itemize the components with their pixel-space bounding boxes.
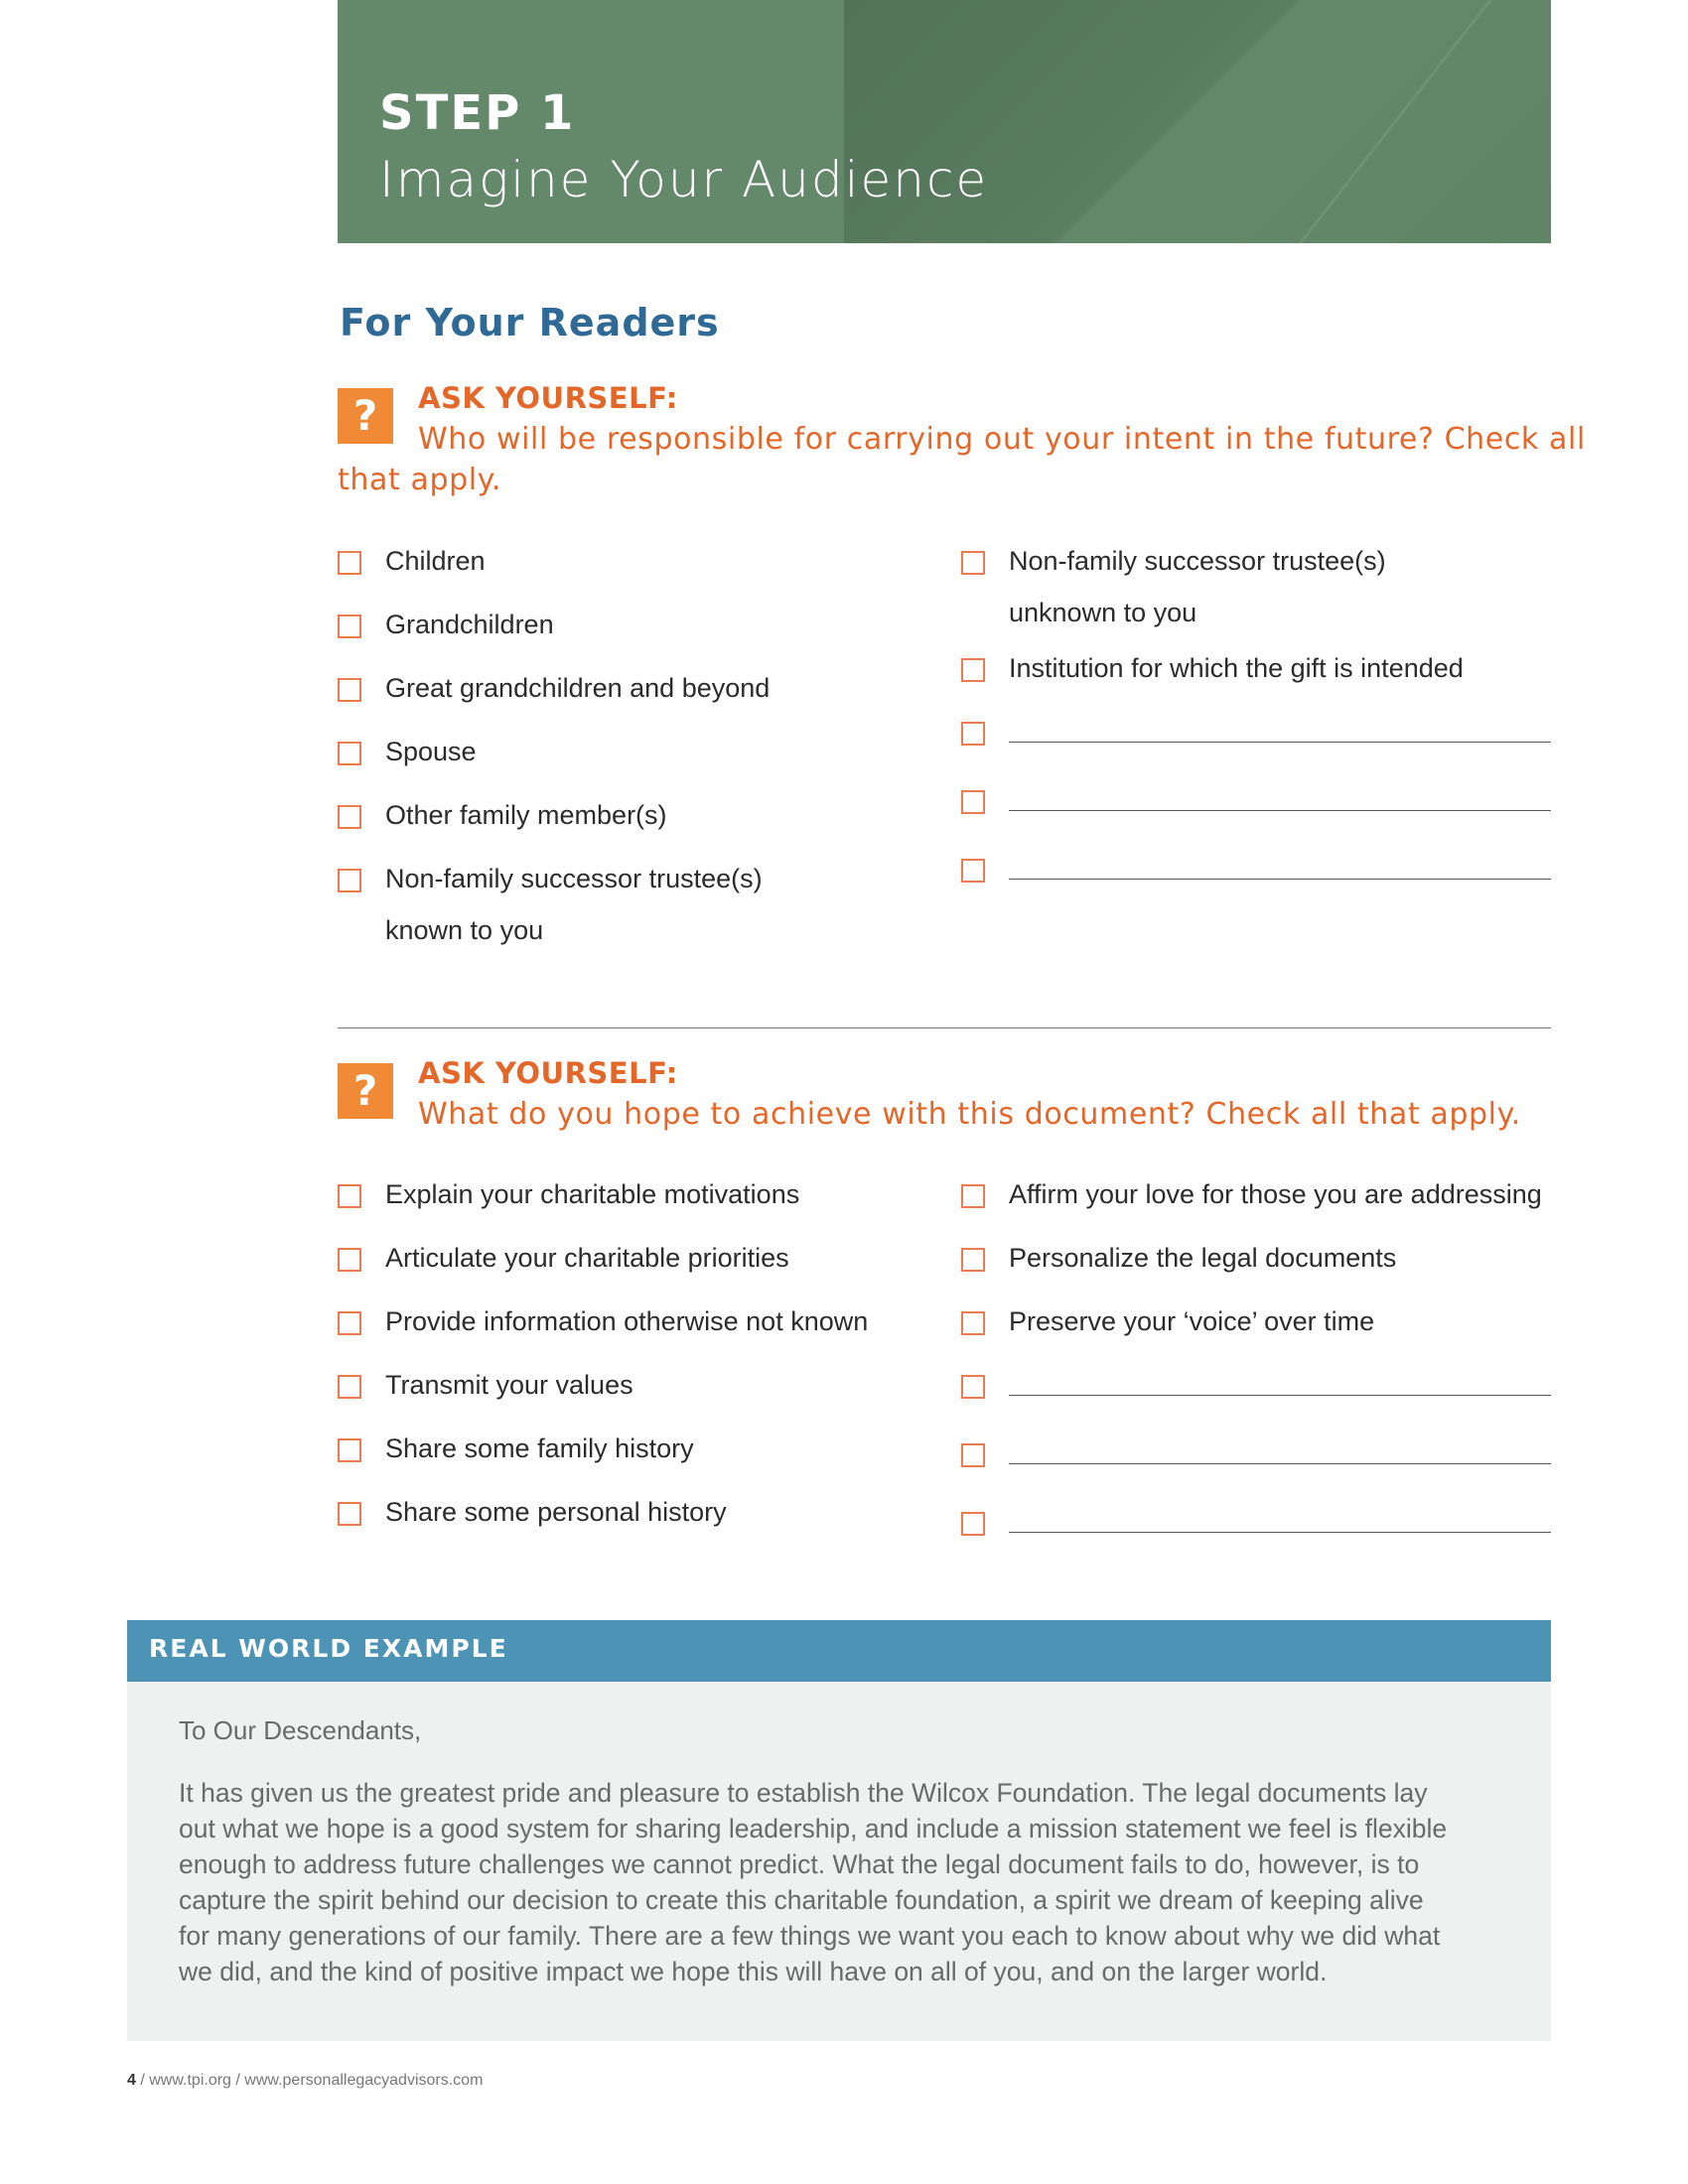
checklist-label: Grandchildren: [385, 610, 554, 639]
question-text-line1: What do you hope to achieve with this document? Check all that apply.: [418, 1097, 1521, 1132]
checkbox[interactable]: [338, 614, 361, 638]
letter-line: for many generations of our family. There are a few things we want you each to know about why we did what: [179, 1921, 1441, 1951]
ask-yourself-label: ASK YOURSELF:: [418, 381, 678, 415]
checklist-label: Institution for which the gift is intended: [1009, 653, 1464, 683]
checklist-item[interactable]: [338, 1180, 799, 1217]
write-in-line[interactable]: [1009, 1463, 1551, 1464]
checklist-item[interactable]: [338, 1498, 727, 1535]
step-title: Imagine Your Audience: [379, 151, 989, 208]
checklist-label-continuation: known to you: [385, 915, 544, 945]
letter-line: enough to address future challenges we cannot predict. What the legal document fails to do, however, is to: [179, 1849, 1420, 1879]
checklist-item[interactable]: [961, 654, 1464, 691]
page-footer: [127, 2072, 483, 2090]
ask-yourself-label: ASK YOURSELF:: [418, 1056, 678, 1090]
section-divider: [338, 1027, 1551, 1028]
checkbox[interactable]: [338, 1311, 361, 1335]
checklist-item[interactable]: [338, 801, 667, 838]
checkbox[interactable]: [338, 1375, 361, 1399]
checklist-label-continuation: unknown to you: [1009, 598, 1197, 627]
checklist-item[interactable]: [338, 865, 763, 901]
letter-line: It has given us the greatest pride and pleasure to establish the Wilcox Foundation. The legal documents lay: [179, 1778, 1428, 1808]
write-in-line[interactable]: [1009, 1395, 1551, 1396]
letter-greeting: To Our Descendants,: [179, 1715, 422, 1745]
checkbox[interactable]: [338, 678, 361, 702]
checkbox[interactable]: [338, 742, 361, 765]
checklist-label: Non-family successor trustee(s): [385, 864, 763, 893]
checklist-label: Other family member(s): [385, 800, 667, 830]
question-text-line1: Who will be responsible for carrying out your intent in the future? Check all: [418, 422, 1586, 457]
letter-line: out what we hope is a good system for sharing leadership, and include a mission statement we feel is flexible: [179, 1814, 1448, 1843]
example-header: [127, 1620, 1551, 1682]
checkbox[interactable]: [338, 1184, 361, 1208]
checklist-label: Provide information otherwise not known: [385, 1306, 869, 1336]
checklist-label: Share some family history: [385, 1433, 694, 1463]
checklist-label: Share some personal history: [385, 1497, 727, 1527]
checklist-label: Affirm your love for those you are addressing: [1009, 1179, 1542, 1209]
step-number: STEP 1: [379, 85, 576, 141]
checkbox[interactable]: [961, 859, 985, 883]
letter-line: we did, and the kind of positive impact we hope this will have on all of you, and on the larger world.: [179, 1957, 1328, 1986]
checklist-label: Non-family successor trustee(s): [1009, 546, 1386, 576]
checklist-item[interactable]: [338, 1371, 633, 1408]
checklist-label: Transmit your values: [385, 1370, 633, 1400]
checkbox[interactable]: [961, 790, 985, 814]
checklist-item[interactable]: [961, 1307, 1374, 1344]
checkbox[interactable]: [338, 869, 361, 892]
checklist-label: Spouse: [385, 737, 477, 766]
checklist-label: Personalize the legal documents: [1009, 1243, 1397, 1273]
page-number: 4: [127, 2072, 136, 2089]
checklist-item[interactable]: [338, 1307, 868, 1344]
footer-link-pla[interactable]: www.personallegacyadvisors.com: [244, 2072, 484, 2089]
checkbox[interactable]: [961, 1184, 985, 1208]
checklist-label: Explain your charitable motivations: [385, 1179, 800, 1209]
checkbox[interactable]: [961, 551, 985, 575]
checkbox[interactable]: [961, 1375, 985, 1399]
question-mark-icon: ?: [338, 388, 393, 444]
checklist-label: Great grandchildren and beyond: [385, 673, 771, 703]
write-in-line[interactable]: [1009, 810, 1551, 811]
step-header: [338, 0, 1551, 243]
footer-separator: /: [135, 2072, 150, 2089]
checkbox[interactable]: [961, 722, 985, 746]
example-title: REAL WORLD EXAMPLE: [149, 1634, 508, 1663]
checkbox[interactable]: [338, 805, 361, 829]
footer-separator: /: [230, 2072, 245, 2089]
checklist-item[interactable]: [338, 547, 486, 584]
checkbox[interactable]: [338, 1248, 361, 1272]
letter-line: capture the spirit behind our decision to create this charitable foundation, a spirit we dream of keeping alive: [179, 1885, 1424, 1915]
checklist-item[interactable]: [338, 738, 477, 774]
checklist-item[interactable]: [338, 1244, 789, 1281]
letter-body: [179, 1775, 1519, 1989]
checkbox[interactable]: [338, 1502, 361, 1526]
checklist-item-blank[interactable]: [961, 718, 985, 746]
checklist-item[interactable]: [961, 1244, 1396, 1281]
checkbox[interactable]: [961, 1311, 985, 1335]
checklist-label: Preserve your ‘voice’ over time: [1009, 1306, 1375, 1336]
checkbox[interactable]: [338, 551, 361, 575]
checklist-item-blank[interactable]: [961, 1439, 985, 1467]
checklist-item[interactable]: [961, 1180, 1542, 1217]
write-in-line[interactable]: [1009, 742, 1551, 743]
checkbox[interactable]: [961, 1248, 985, 1272]
question-mark-icon: ?: [338, 1063, 393, 1119]
example-box: [127, 1682, 1551, 2041]
footer-link-tpi[interactable]: www.tpi.org: [149, 2072, 231, 2089]
checklist-item[interactable]: [961, 547, 1386, 584]
checklist-label: Articulate your charitable priorities: [385, 1243, 789, 1273]
section-title: For Your Readers: [340, 301, 720, 344]
checklist-item-blank[interactable]: [961, 786, 985, 814]
question-text-line2: that apply.: [338, 463, 501, 497]
checklist-item-blank[interactable]: [961, 1371, 985, 1399]
checkbox[interactable]: [961, 1512, 985, 1536]
checklist-label: Children: [385, 546, 486, 576]
write-in-line[interactable]: [1009, 1532, 1551, 1533]
checkbox[interactable]: [338, 1438, 361, 1462]
checklist-item[interactable]: [338, 611, 554, 647]
checklist-item[interactable]: [338, 1434, 694, 1471]
checkbox[interactable]: [961, 658, 985, 682]
checkbox[interactable]: [961, 1443, 985, 1467]
checklist-item[interactable]: [338, 674, 770, 711]
checklist-item-blank[interactable]: [961, 855, 985, 883]
checklist-item-blank[interactable]: [961, 1508, 985, 1536]
write-in-line[interactable]: [1009, 879, 1551, 880]
